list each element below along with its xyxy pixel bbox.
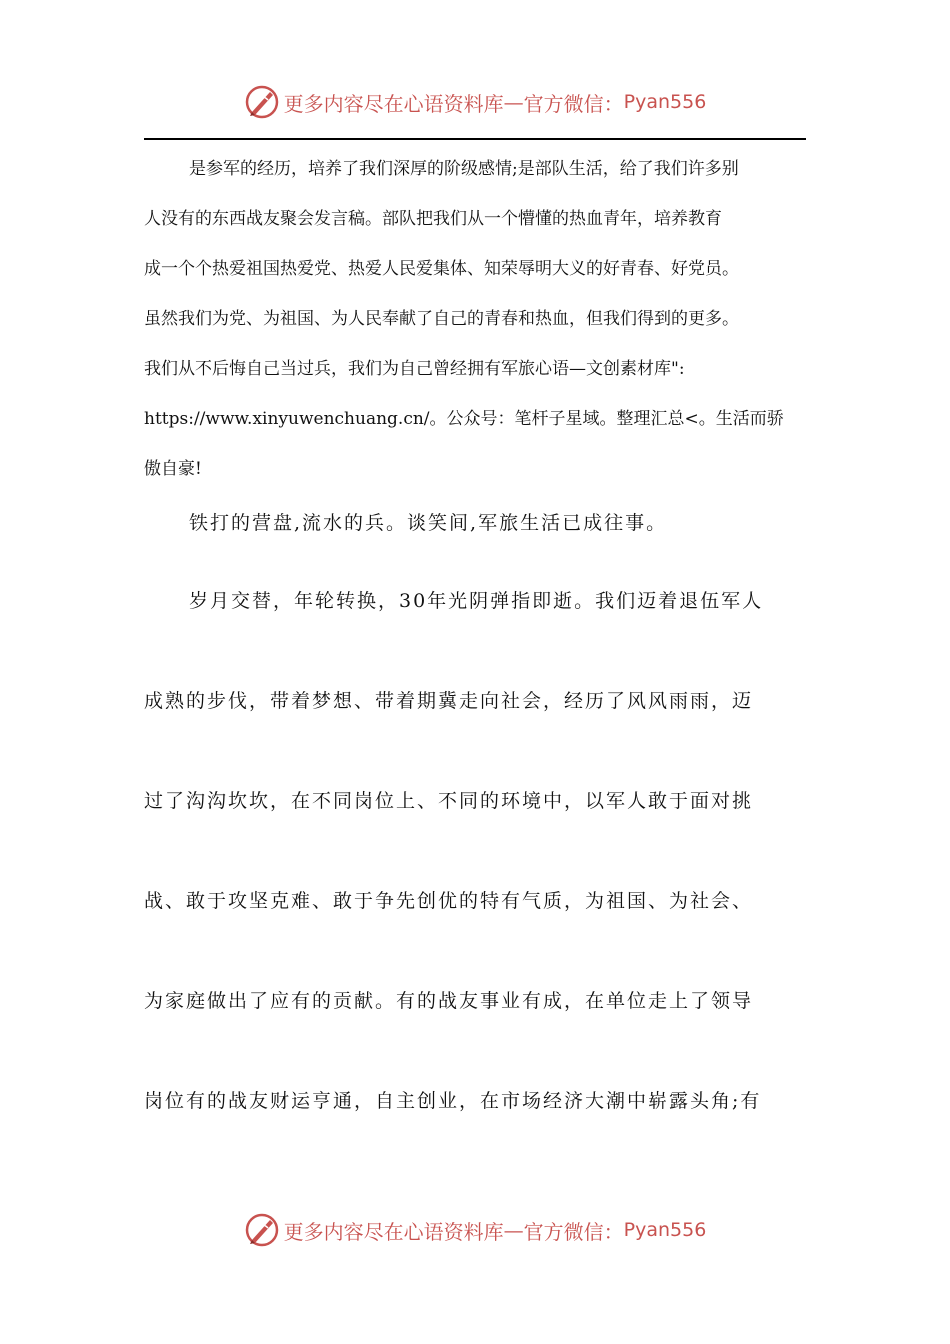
- paragraph-2-line: 铁打的营盘,流水的兵。谈笑间,军旅生活已成往事。: [189, 512, 668, 534]
- paragraph-3-line: 为家庭做出了应有的贡献。有的战友事业有成，在单位走上了领导: [144, 990, 754, 1012]
- banner-wechat-label: 官方微信：: [523, 1219, 624, 1244]
- paragraph-3-line: 过了沟沟坎坎，在不同岗位上、不同的环境中，以军人敢于面对挑: [144, 790, 754, 812]
- banner-account: Pyan556: [623, 91, 707, 113]
- paragraph-1-line: 成一个个热爱祖国热爱党、热爱人民爱集体、知荣辱明大义的好青春、好党员。: [144, 259, 739, 279]
- paragraph-1-line: 傲自豪!: [144, 459, 202, 479]
- paragraph-1: [144, 144, 806, 494]
- paragraph-3-line: 战、敢于攻坚克难、敢于争先创优的特有气质，为祖国、为社会、: [144, 890, 754, 912]
- footer-banner: [0, 1204, 950, 1256]
- banner-wechat-label: 官方微信：: [523, 91, 624, 116]
- paragraph-1-line: 虽然我们为党、为祖国、为人民奉献了自己的青春和热血，但我们得到的更多。: [144, 309, 739, 329]
- paragraph-3-line: 岁月交替，年轮转换，30年光阴弹指即逝。我们迈着退伍军人: [189, 590, 764, 612]
- paragraph-1-line: 是参军的经历，培养了我们深厚的阶级感情;是部队生活，给了我们许多别: [189, 159, 739, 179]
- banner-account: Pyan556: [623, 1219, 707, 1241]
- paragraph-1-line: 我们从不后悔自己当过兵，我们为自己曾经拥有军旅心语—文创素材库":: [144, 359, 685, 379]
- banner-dash: —: [503, 90, 524, 114]
- banner-site-text: 更多内容尽在心语资料库: [283, 91, 504, 116]
- pen-logo-icon: [244, 84, 280, 120]
- paragraph-1-link-line: https://www.xinyuwenchuang.cn/。公众号：笔杆子星域。整理汇总<。生活而骄: [144, 409, 784, 429]
- header-rule: [144, 138, 806, 140]
- paragraph-3-line: 成熟的步伐，带着梦想、带着期冀走向社会，经历了风风雨雨，迈: [144, 690, 754, 712]
- paragraph-3-line: 岗位有的战友财运亨通，自主创业，在市场经济大潮中崭露头角;有: [144, 1090, 762, 1112]
- banner-dash: —: [503, 1218, 524, 1242]
- header-banner: [0, 76, 950, 128]
- pen-logo-icon: [244, 1212, 280, 1248]
- banner-site-text: 更多内容尽在心语资料库: [283, 1219, 504, 1244]
- paragraph-1-line: 人没有的东西战友聚会发言稿。部队把我们从一个懵懂的热血青年，培养教育: [144, 209, 722, 229]
